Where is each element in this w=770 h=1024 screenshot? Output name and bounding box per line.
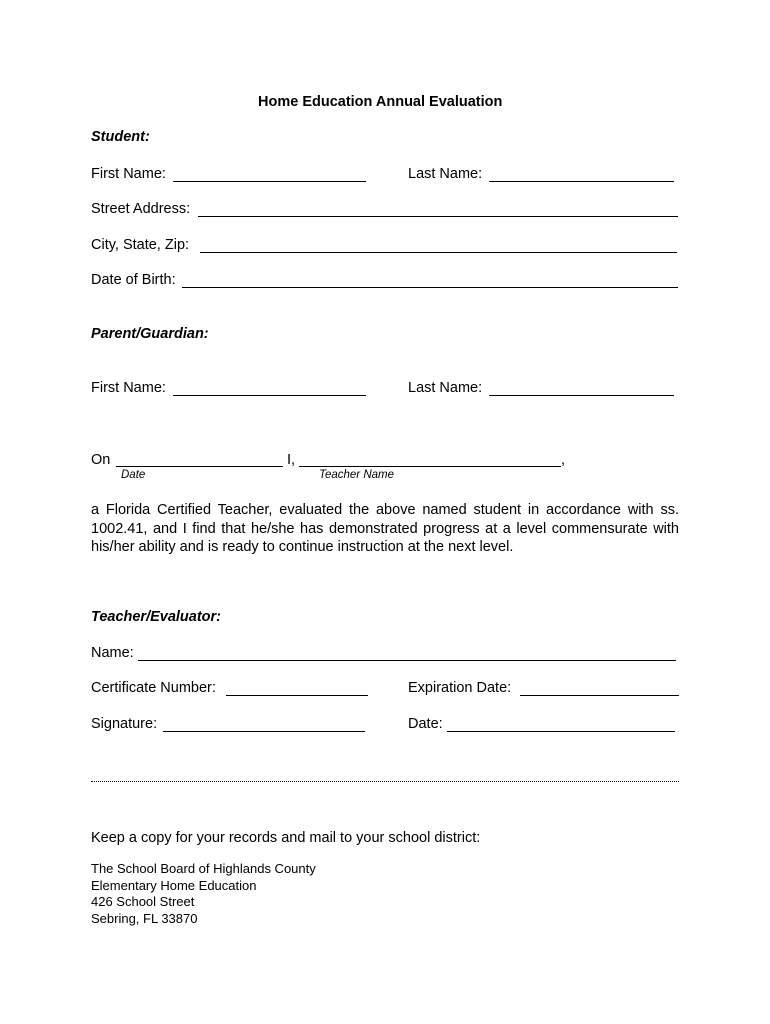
street-address-label: Street Address: (91, 201, 191, 217)
teacher-name-field[interactable] (299, 466, 561, 467)
parent-last-name-label: Last Name: (408, 380, 483, 396)
address-line: Sebring, FL 33870 (91, 910, 198, 926)
parent-last-name-field[interactable] (489, 395, 674, 396)
mailing-instruction: Keep a copy for your records and mail to your school district: (91, 830, 481, 846)
certification-statement: a Florida Certified Teacher, evaluated the above named student in accordance with ss. 1002.41, and I find that he/she has demonstrated progress at a level commensurate with his/her ability and is ready to continue instruction at the next level. (91, 502, 679, 555)
student-first-name-field[interactable] (173, 181, 366, 182)
evaluator-name-field[interactable] (138, 660, 676, 661)
expiration-date-label: Expiration Date: (408, 680, 512, 696)
i-label: I, (287, 452, 296, 468)
certificate-number-label: Certificate Number: (91, 680, 216, 696)
student-first-name-label: First Name: (91, 166, 166, 182)
date-of-birth-label: Date of Birth: (91, 272, 176, 288)
signature-date-field[interactable] (447, 731, 675, 732)
dotted-separator (91, 781, 679, 782)
date-of-birth-field[interactable] (182, 287, 678, 288)
city-state-zip-label: City, State, Zip: (91, 237, 190, 253)
expiration-date-field[interactable] (520, 695, 679, 696)
signature-field[interactable] (163, 731, 365, 732)
city-state-zip-field[interactable] (200, 252, 677, 253)
street-address-field[interactable] (198, 216, 678, 217)
statement-comma: , (561, 452, 566, 468)
form-title: Home Education Annual Evaluation (258, 94, 503, 110)
student-last-name-label: Last Name: (408, 166, 483, 182)
signature-date-label: Date: (408, 716, 443, 732)
school-district-address (91, 861, 316, 927)
student-last-name-field[interactable] (489, 181, 674, 182)
parent-first-name-label: First Name: (91, 380, 166, 396)
parent-first-name-field[interactable] (173, 395, 366, 396)
parent-heading: Parent/Guardian: (91, 326, 209, 342)
teacher-heading: Teacher/Evaluator: (91, 609, 222, 625)
date-caption: Date (121, 469, 146, 481)
on-label: On (91, 452, 111, 468)
student-heading: Student: (91, 129, 150, 145)
address-line: Elementary Home Education (91, 877, 257, 893)
certificate-number-field[interactable] (226, 695, 368, 696)
address-line: 426 School Street (91, 894, 195, 909)
evaluation-date-field[interactable] (116, 466, 283, 467)
signature-label: Signature: (91, 716, 158, 732)
teacher-name-label: Name: (91, 645, 134, 661)
teacher-name-caption: Teacher Name (319, 469, 395, 481)
address-line: The School Board of Highlands County (91, 861, 316, 876)
